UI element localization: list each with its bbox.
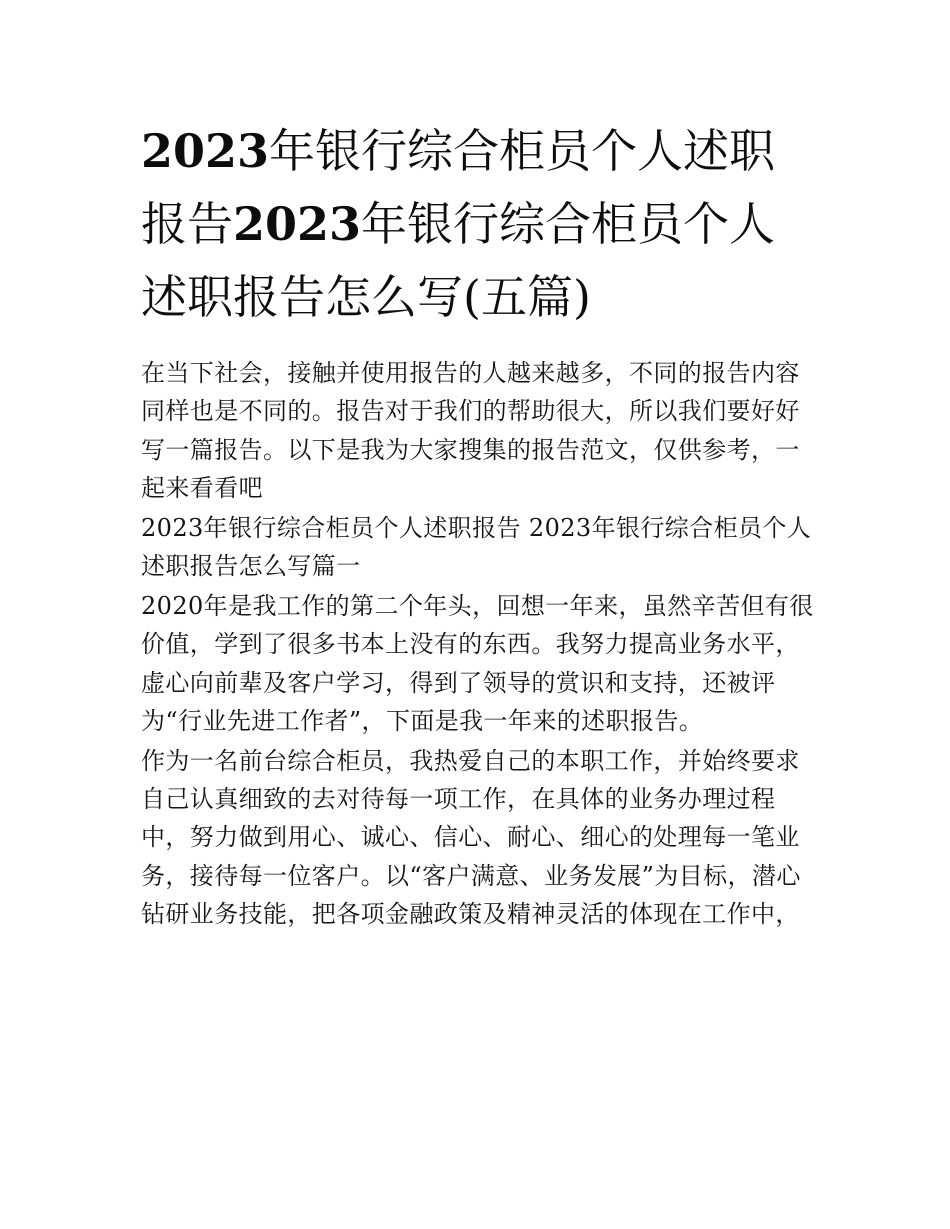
- body-paragraph: 2020年是我工作的第二个年头，回想一年来，虽然辛苦但有很价值，学到了很多书本上没有的东西。我努力提高业务水平，虚心向前辈及客户学习，得到了领导的赏识和支持，还被评为“行业先进工作者”，下面是我一年来的述职报告。: [141, 591, 814, 736]
- title-text-2: 年银行综合柜员个人述职报告怎么写(五篇): [141, 197, 776, 324]
- body-paragraph: 作为一名前台综合柜员，我热爱自己的本职工作，并始终要求自己认真细致的去对待每一项工作，在具体的业务办理过程中，努力做到用心、诚心、信心、耐心、细心的处理每一笔业务，接待每一位客户。以“客户满意、业务发展”为目标，潜心钻研业务技能，把各项金融政策及精神灵活的体现在工作中，: [141, 746, 801, 929]
- title-year-2: 2023: [233, 197, 362, 251]
- intro-paragraph: 在当下社会，接触并使用报告的人越来越多，不同的报告内容同样也是不同的。报告对于我们的帮助很大，所以我们要好好写一篇报告。以下是我为大家搜集的报告范文，仅供参考，一起来看看吧: [141, 359, 800, 503]
- document-body: [141, 354, 816, 934]
- title-text-1: 年银行综合柜员个人述职报告: [141, 124, 776, 251]
- title-year-1: 2023: [141, 124, 270, 178]
- section-heading: 2023年银行综合柜员个人述职报告 2023年银行综合柜员个人述职报告怎么写篇一: [141, 513, 812, 581]
- document-title: [141, 115, 816, 334]
- document-page: [141, 115, 816, 934]
